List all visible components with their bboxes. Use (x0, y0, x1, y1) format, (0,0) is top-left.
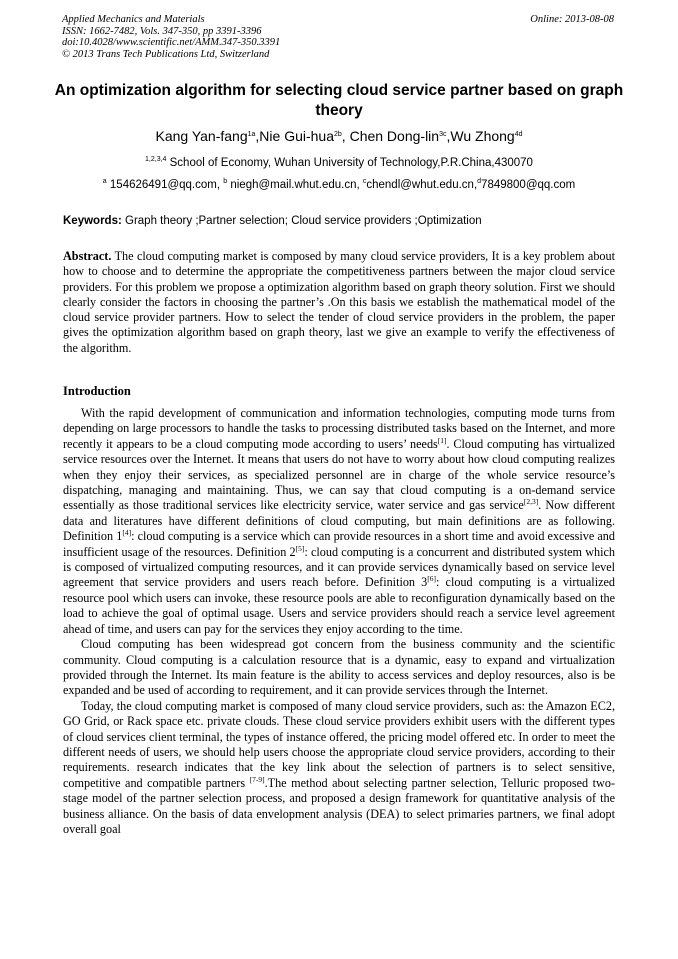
text-run: . Cloud computing has virtualized service resources over the Internet. It means that users do not have to worry about how cloud computing realizes when they enjoy their services, as specialized personnel are in charge of the whole service resource’s dispatching, managing and maintaining. Thus, we can say that cloud computing is a on-demand service essentially as those traditional services like electricity service, water service and gas service (63, 436, 615, 513)
journal-header (62, 14, 614, 60)
abstract-label: Abstract. (63, 249, 112, 263)
author-name: Kang Yan-fang (155, 128, 248, 144)
email-sup: d (477, 178, 482, 185)
citation: [7-9] (249, 774, 265, 784)
keywords-label: Keywords: (63, 215, 122, 227)
affiliation (40, 156, 638, 170)
affiliation-text: School of Economy, Wuhan University of Technology,P.R.China,430070 (169, 157, 533, 169)
citation: [6] (427, 574, 437, 584)
email-address[interactable]: niegh@mail.whut.edu.cn (230, 179, 357, 191)
citation: [5] (295, 543, 305, 553)
author-name: Nie Gui-hua (259, 128, 334, 144)
text-run: : cloud computing is a concurrent and distributed system which is composed of virtualized computing resources, and it can provide services dynamically based on service level agreement that service providers and users reach before. Definition 3 (63, 544, 615, 590)
email-address[interactable]: 7849800@qq.com (481, 179, 576, 191)
paragraph (63, 406, 615, 637)
text-run: : cloud computing is a service which can provide resources in a short time and avoid excessive and insufficient usage of the resources. Definition 2 (63, 529, 615, 559)
text-run: . Now different data and literatures have different definitions of cloud computing, but main definitions are as following. Definition 1 (63, 498, 615, 544)
email-sup: b (223, 178, 228, 185)
author-list: Kang Yan-fang$^{1a}$,Nie Gui-hua$^{2b}$, Chen Dong-lin$^{3c}$,Wu Zhong$^{4d}$ (155, 128, 523, 144)
online-date: Online: 2013-08-08 (530, 14, 614, 25)
affiliation-sup: 1,2,3,4 (145, 156, 167, 163)
abstract-text: The cloud computing market is composed by many cloud service providers, It is a key problem about how to choose and to determine the appropriate the competitiveness partners between the major cloud service providers. For this problem we propose a optimization algorithm based on graph theory solution. First we should clearly consider the factors in choosing the partner’s .On this basis we establish the mathematical model of the cloud service provider partners. How to select the tender of cloud service providers in the problem, the paper gives the optimization algorithm based on graph theory, last we give an example to verify the effectiveness of the algorithm. (63, 249, 615, 355)
keywords-text: Graph theory ;Partner selection; Cloud service providers ;Optimization (125, 215, 482, 227)
text-run: : cloud computing is a virtualized resource pool which users can invoke, these resource pools are able to reconfiguration dynamically based on the load to achieve the goal of optimal usage. Users and service providers should reach a service level agreement ahead of time, and users can pay for the services they enjoy according to the time. (63, 575, 615, 636)
section-heading-introduction: Introduction (63, 384, 131, 398)
abstract (63, 249, 615, 356)
author-name: Wu Zhong (450, 128, 515, 144)
email-address[interactable]: 154626491@qq.com (109, 179, 217, 191)
doi-line[interactable]: doi:10.4028/www.scientific.net/AMM.347-350.3391 (62, 37, 281, 48)
paragraph: Cloud computing has been widespread got concern from the business community and the scientific community. Cloud computing is a calculation resource that is a dynamic, easy to expand and virtualization provided through the Internet. Its main feature is the ability to access services and deploy resources, also is be expanded and be used of according to requirement, and it can provide services through the Internet. (63, 637, 615, 698)
text-run: With the rapid development of communication and information technologies, computing mode turns from depending on large processors to handle the tasks to processing distributed tasks based on the Internet, and more recently it appears to be a cloud computing mode according to users’ needs (63, 406, 615, 451)
email-sup: c (362, 178, 367, 185)
paragraph (63, 699, 615, 838)
paper-title: An optimization algorithm for selecting cloud service partner based on graph theory (54, 82, 624, 119)
email-list: $^a$ 154626491@qq.com, $^b$ niegh@mail.whut.edu.cn, $^c$chendl@whut.edu.cn,$^d$7849800@qq.com (102, 178, 576, 191)
author-sup: 1a (247, 131, 256, 138)
author-sup: 3c (439, 131, 447, 138)
copyright-line: © 2013 Trans Tech Publications Ltd, Switzerland (62, 48, 270, 60)
journal-name: Applied Mechanics and Materials (62, 14, 205, 25)
text-run: Today, the cloud computing market is composed of many cloud service providers, such as: the Amazon EC2, GO Grid, or Rack space etc. private clouds. These cloud service providers exhibit users with the different types of cloud services client terminal, the types of instance offered, the pricing model offered etc. In order to meet the different needs of users, we should help users choose the appropriate cloud service providers, according to their requirements. research indicates that the key link about the selection of partners is to select sensitive, competitive and compatible partners (63, 698, 615, 790)
author-sup: 2b (334, 131, 342, 138)
citation: [2,3] (523, 497, 539, 507)
email-address[interactable]: chendl@whut.edu.cn (366, 179, 474, 191)
text-run: .The method about selecting partner selection, Telluric proposed two-stage model of the partner selection process, and proposed a design framework for quantitative analysis of the business alliance. On the basis of data envelopment analysis (DEA) to select primaries partners, we final adopt overall goal (63, 775, 616, 836)
keywords (63, 214, 615, 228)
citation: [4] (122, 528, 132, 538)
citation: [1] (437, 435, 447, 445)
introduction-body (63, 406, 615, 837)
email-sup: a (102, 178, 107, 185)
issn-line: ISSN: 1662-7482, Vols. 347-350, pp 3391-3396 (62, 25, 262, 37)
author-sup: 4d (514, 131, 523, 138)
author-name: Chen Dong-lin (349, 128, 440, 144)
